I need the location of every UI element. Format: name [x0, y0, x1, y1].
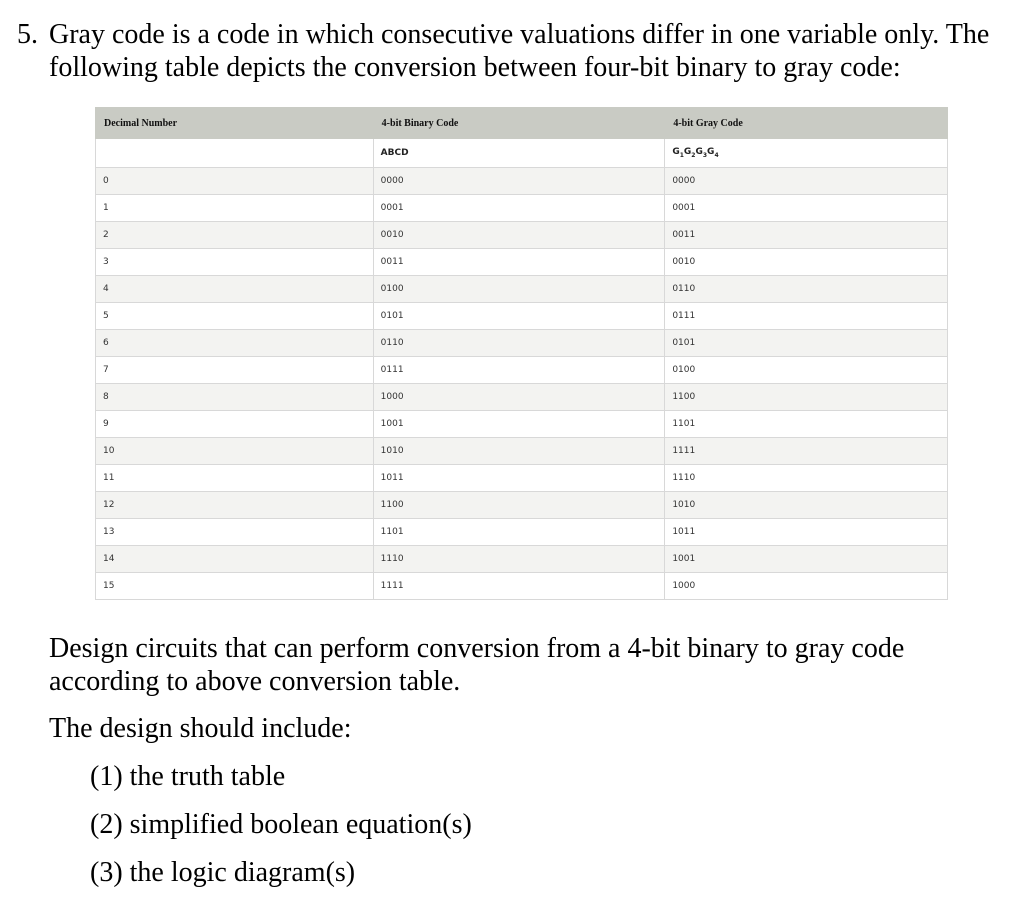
cell-binary: 0110: [373, 330, 665, 357]
cell-gray: 1100: [665, 384, 948, 411]
cell-gray: 1101: [665, 411, 948, 438]
design-instruction: [49, 632, 1009, 698]
cell-gray: 0010: [665, 249, 948, 276]
cell-decimal: 9: [96, 411, 374, 438]
cell-binary: 1001: [373, 411, 665, 438]
cell-gray: 0011: [665, 222, 948, 249]
table-row: [96, 519, 948, 546]
cell-gray: 0101: [665, 330, 948, 357]
table-header-row: [96, 108, 948, 139]
include-item: (2) simplified boolean equation(s): [90, 809, 472, 840]
cell-binary: 0010: [373, 222, 665, 249]
cell-decimal: 0: [96, 168, 374, 195]
cell-binary: 1010: [373, 438, 665, 465]
table-row: [96, 249, 948, 276]
table-row: [96, 465, 948, 492]
cell-gray: 0111: [665, 303, 948, 330]
cell-decimal: 7: [96, 357, 374, 384]
table-row: [96, 330, 948, 357]
cell-gray: 1011: [665, 519, 948, 546]
table-row: [96, 438, 948, 465]
subheader-decimal: [96, 139, 374, 168]
table-row: [96, 303, 948, 330]
table-body: [96, 139, 948, 600]
cell-binary: 1100: [373, 492, 665, 519]
question-text: [17, 18, 1017, 84]
cell-gray: 1110: [665, 465, 948, 492]
cell-binary: 1101: [373, 519, 665, 546]
include-intro: The design should include:: [49, 713, 352, 744]
design-line-1: Design circuits that can perform conversion from a 4-bit binary to gray code: [49, 633, 905, 664]
cell-decimal: 14: [96, 546, 374, 573]
gray-letter: G: [672, 147, 680, 158]
cell-gray: 0001: [665, 195, 948, 222]
cell-decimal: 1: [96, 195, 374, 222]
table-row: [96, 195, 948, 222]
cell-decimal: 12: [96, 492, 374, 519]
cell-decimal: 8: [96, 384, 374, 411]
table-row: [96, 384, 948, 411]
cell-decimal: 2: [96, 222, 374, 249]
header-decimal: Decimal Number: [96, 108, 374, 139]
question-line-1: [17, 18, 1017, 51]
cell-binary: 1011: [373, 465, 665, 492]
table-subheader-row: [96, 139, 948, 168]
cell-decimal: 13: [96, 519, 374, 546]
gray-letter: G: [707, 147, 715, 158]
header-binary: 4-bit Binary Code: [373, 108, 665, 139]
table-row: [96, 411, 948, 438]
table-row: [96, 276, 948, 303]
cell-binary: 0100: [373, 276, 665, 303]
table-row: [96, 573, 948, 600]
cell-decimal: 11: [96, 465, 374, 492]
cell-binary: 0101: [373, 303, 665, 330]
cell-binary: 0011: [373, 249, 665, 276]
cell-gray: 1010: [665, 492, 948, 519]
cell-decimal: 4: [96, 276, 374, 303]
cell-decimal: 3: [96, 249, 374, 276]
gray-letter: G: [695, 147, 703, 158]
gray-subscript: 4: [714, 151, 719, 159]
cell-binary: 1110: [373, 546, 665, 573]
cell-gray: 0110: [665, 276, 948, 303]
subheader-binary: ABCD: [373, 139, 665, 168]
cell-decimal: 15: [96, 573, 374, 600]
cell-gray: 0100: [665, 357, 948, 384]
conversion-table: [95, 107, 948, 600]
table-row: [96, 222, 948, 249]
question-line-1-text: Gray code is a code in which consecutive valuations differ in one variable only. The: [49, 19, 990, 50]
header-gray: 4-bit Gray Code: [665, 108, 948, 139]
cell-binary: 0000: [373, 168, 665, 195]
cell-binary: 1111: [373, 573, 665, 600]
gray-subscript: 2: [691, 151, 696, 159]
question-number: 5.: [17, 19, 38, 50]
table-row: [96, 168, 948, 195]
include-item: (3) the logic diagram(s): [90, 857, 356, 888]
subheader-gray: [665, 139, 948, 168]
cell-decimal: 10: [96, 438, 374, 465]
question-line-2: following table depicts the conversion between four-bit binary to gray code:: [49, 52, 901, 83]
include-item: (1) the truth table: [90, 761, 286, 792]
cell-gray: 1000: [665, 573, 948, 600]
cell-gray: 0000: [665, 168, 948, 195]
table-row: [96, 546, 948, 573]
cell-binary: 1000: [373, 384, 665, 411]
cell-binary: 0001: [373, 195, 665, 222]
table-row: [96, 357, 948, 384]
cell-decimal: 6: [96, 330, 374, 357]
gray-letter: G: [683, 147, 692, 158]
cell-gray: 1111: [665, 438, 948, 465]
cell-gray: 1001: [665, 546, 948, 573]
table-row: [96, 492, 948, 519]
cell-decimal: 5: [96, 303, 374, 330]
gray-subscript: 1: [679, 151, 684, 159]
cell-binary: 0111: [373, 357, 665, 384]
gray-subscript: 3: [702, 151, 708, 159]
design-line-2: according to above conversion table.: [49, 666, 461, 697]
